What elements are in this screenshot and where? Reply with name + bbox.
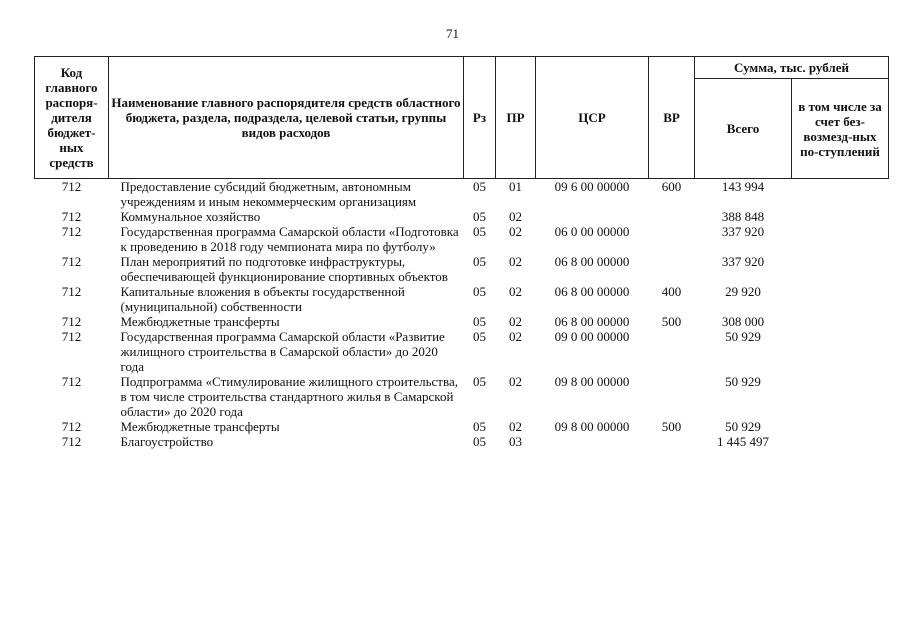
cell-pr: 02: [509, 419, 522, 434]
cell-pr: 01: [509, 179, 522, 194]
cell-pr: 02: [509, 209, 522, 224]
table-row: [35, 329, 889, 374]
cell-kod: 712: [61, 434, 82, 449]
cell-bezv: [792, 314, 889, 329]
cell-bezv: [792, 329, 889, 374]
cell-vr: [649, 329, 695, 374]
cell-vsego: 337 920: [721, 254, 765, 269]
cell-csr: 09 0 00 00000: [554, 329, 630, 344]
cell-bezv: [792, 254, 889, 284]
header-rz: Рз: [464, 57, 496, 179]
cell-rz: 05: [473, 329, 486, 344]
table-row: [35, 314, 889, 329]
cell-name: Предоставление субсидий бюджетным, автономным учреждениям и иным некоммерческим организациям: [120, 179, 417, 209]
cell-csr: 06 8 00 00000: [554, 284, 630, 299]
cell-vr: 500: [661, 314, 682, 329]
cell-vr: [649, 224, 695, 254]
cell-kod: 712: [61, 314, 82, 329]
header-vsego: Всего: [695, 79, 792, 179]
cell-csr: 09 8 00 00000: [554, 419, 630, 434]
cell-rz: 05: [473, 314, 486, 329]
cell-vsego: 143 994: [721, 179, 765, 194]
cell-rz: 05: [473, 254, 486, 269]
cell-kod: 712: [61, 419, 82, 434]
cell-name: Подпрограмма «Стимулирование жилищного строительства, в том числе строительства стандартного жилья в Самарской области» до 2020 года: [120, 374, 458, 419]
page-number: 71: [446, 26, 459, 41]
cell-name: Межбюджетные трансферты: [120, 419, 280, 434]
cell-vr: 400: [661, 284, 682, 299]
cell-pr: 03: [509, 434, 522, 449]
cell-name: Благоустройство: [120, 434, 214, 449]
cell-bezv: [792, 374, 889, 419]
header-csr: ЦСР: [536, 57, 649, 179]
cell-pr: 02: [509, 329, 522, 344]
cell-pr: 02: [509, 224, 522, 239]
cell-vr: [649, 434, 695, 449]
cell-vsego: 50 929: [725, 374, 761, 389]
cell-name: План мероприятий по подготовке инфраструктуры, обеспечивающей функционирование спортивных объектов: [120, 254, 448, 284]
cell-pr: 02: [509, 314, 522, 329]
cell-bezv: [792, 419, 889, 434]
cell-pr: 02: [509, 374, 522, 389]
cell-rz: 05: [473, 434, 486, 449]
cell-kod: 712: [61, 284, 82, 299]
cell-vr: [649, 374, 695, 419]
cell-vsego: 337 920: [721, 224, 765, 239]
cell-name: Государственная программа Самарской области «Подготовка к проведению в 2018 году чемпионата мира по футболу»: [120, 224, 459, 254]
cell-name: Государственная программа Самарской области «Развитие жилищного строительства в Самарской области» до 2020 года: [120, 329, 445, 374]
cell-vsego: 50 929: [725, 419, 761, 434]
cell-csr: 06 8 00 00000: [554, 254, 630, 269]
cell-vr: 500: [661, 419, 682, 434]
header-vr: ВР: [649, 57, 695, 179]
table-row: [35, 434, 889, 449]
cell-vsego: 308 000: [721, 314, 765, 329]
cell-rz: 05: [473, 209, 486, 224]
cell-bezv: [792, 209, 889, 224]
cell-vsego: 50 929: [725, 329, 761, 344]
cell-csr: 06 8 00 00000: [554, 314, 630, 329]
table-row: [35, 284, 889, 314]
table-row: [35, 374, 889, 419]
table-row: [35, 419, 889, 434]
cell-pr: 02: [509, 254, 522, 269]
cell-vsego: 1 445 497: [717, 434, 769, 449]
table-row: [35, 209, 889, 224]
cell-vr: [649, 209, 695, 224]
cell-csr: 06 0 00 00000: [554, 224, 630, 239]
cell-name: Коммунальное хозяйство: [120, 209, 261, 224]
cell-name: Капитальные вложения в объекты государственной (муниципальной) собственности: [120, 284, 405, 314]
cell-vr: 600: [661, 179, 682, 194]
cell-rz: 05: [473, 179, 486, 194]
cell-vr: [649, 254, 695, 284]
header-bezvozmezd: в том числе за счет без-возмезд-ных по-ступлений: [792, 79, 889, 179]
cell-bezv: [792, 284, 889, 314]
header-pr: ПР: [496, 57, 536, 179]
cell-bezv: [792, 179, 889, 210]
header-naim: Наименование главного распорядителя средств областного бюджета, раздела, подраздела, целевой статьи, группы видов расходов: [109, 57, 464, 179]
cell-pr: 02: [509, 284, 522, 299]
cell-kod: 712: [61, 329, 82, 344]
cell-kod: 712: [61, 254, 82, 269]
cell-kod: 712: [61, 209, 82, 224]
budget-table: [34, 56, 889, 449]
cell-name: Межбюджетные трансферты: [120, 314, 280, 329]
cell-bezv: [792, 224, 889, 254]
table-row: [35, 179, 889, 210]
cell-rz: 05: [473, 284, 486, 299]
cell-kod: 712: [61, 224, 82, 239]
cell-csr: 09 8 00 00000: [554, 374, 630, 389]
table-row: [35, 224, 889, 254]
cell-csr: [536, 209, 649, 224]
cell-rz: 05: [473, 419, 486, 434]
cell-vsego: 29 920: [725, 284, 761, 299]
table-row: [35, 254, 889, 284]
cell-rz: 05: [473, 224, 486, 239]
header-kod: Код главного распоря-дителя бюджет-ных средств: [35, 57, 109, 179]
cell-rz: 05: [473, 374, 486, 389]
cell-vsego: 388 848: [721, 209, 765, 224]
table-header: [35, 57, 889, 179]
cell-csr: 09 6 00 00000: [554, 179, 630, 194]
header-summa: Сумма, тыс. рублей: [695, 57, 889, 79]
cell-kod: 712: [61, 374, 82, 389]
cell-kod: 712: [61, 179, 82, 194]
cell-bezv: [792, 434, 889, 449]
cell-csr: [536, 434, 649, 449]
table-body: [35, 179, 889, 450]
